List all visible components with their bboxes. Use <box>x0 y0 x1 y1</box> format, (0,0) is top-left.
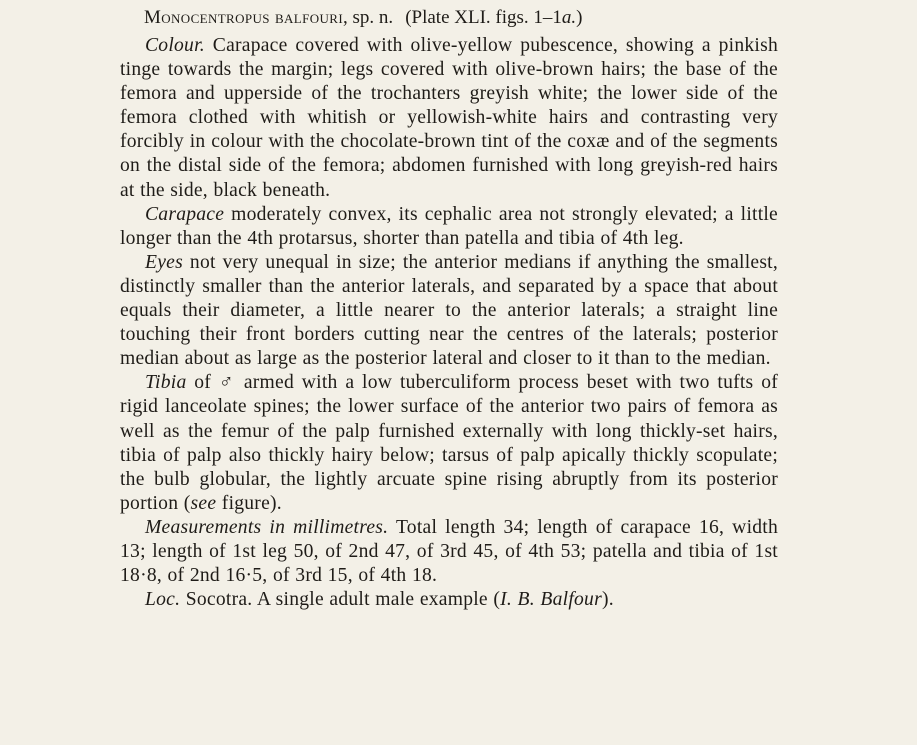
collector-name: I. B. Balfour <box>500 589 602 611</box>
colour-paragraph <box>20 34 778 203</box>
tibia-text: armed with a low tuberculiform process beset with two tufts of rigid lanceolate spines; the lower surface of the anterior two pairs of femora as well as the femur of the palp furnished externally with long thickly-set hairs, tibia of palp also thickly hairy below; tarsus of palp apically thickly scopulate; the bulb globular, the lightly arcuate spine rising abruptly from its posterior portion ( <box>120 372 778 514</box>
colour-text: Carapace covered with olive-yellow pubescence, showing a pinkish tinge towards the margin; legs covered with olive-brown hairs; the base of the femora and upperside of the trochanters greyish white; the lower side of the femora clothed with whitish or yellowish-white hairs and contrasting very forcibly in colour with the chocolate-brown tint of the coxæ and of the segments on the distal side of the femora; abdomen furnished with long greyish-red hairs at the side, black beneath. <box>120 35 778 201</box>
measurements-paragraph <box>20 516 778 588</box>
tibia-text-before-symbol: of <box>186 372 219 394</box>
species-name: Monocentropus balfouri <box>144 7 344 28</box>
plate-ref-figure: a. <box>561 7 577 28</box>
colour-heading: Colour. <box>145 35 205 56</box>
tibia-text-end: figure). <box>216 492 282 514</box>
locality-text-end: ). <box>601 589 614 611</box>
eyes-text: not very unequal in size; the anterior medians if anything the smallest, distinctly smaller than the anterior laterals, and separated by a space that about equals their diameter, a little nearer to the anterior laterals; a straight line touching their front borders cutting near the centres of the laterals; posterior median about as large as the posterior lateral and closer to it than to the median. <box>120 251 778 370</box>
carapace-text: moderately convex, its cephalic area not strongly elevated; a little longer than the 4th protarsus, shorter than patella and tibia of 4th leg. <box>120 203 778 249</box>
male-symbol-icon: ♂ <box>218 372 237 394</box>
locality-text: Socotra. A single adult male example ( <box>180 589 501 611</box>
tibia-paragraph <box>20 371 778 516</box>
eyes-heading: Eyes <box>145 251 183 273</box>
species-suffix: , sp. n. <box>343 7 394 28</box>
measurements-heading: Measurements in millimetres. <box>145 516 389 538</box>
measurements-text: Total length 34; length of carapace 16, width 13; length of 1st leg 50, of 2nd 47, of 3rd 45, of 4th 53; patella and tibia of 1st 18·8, of 2nd 16·5, of 3rd 15, of 4th 18. <box>120 516 778 587</box>
plate-reference <box>405 7 582 28</box>
plate-ref-close: ) <box>576 7 583 28</box>
carapace-heading: Carapace <box>145 203 225 225</box>
species-heading <box>144 2 856 34</box>
carapace-paragraph <box>20 203 778 251</box>
tibia-heading: Tibia <box>145 372 187 394</box>
locality-heading: Loc. <box>145 589 181 611</box>
locality-paragraph <box>20 588 778 612</box>
tibia-italic-word: see <box>190 492 217 514</box>
eyes-paragraph <box>20 251 778 371</box>
plate-ref-text: (Plate XLI. figs. 1–1 <box>405 7 562 28</box>
